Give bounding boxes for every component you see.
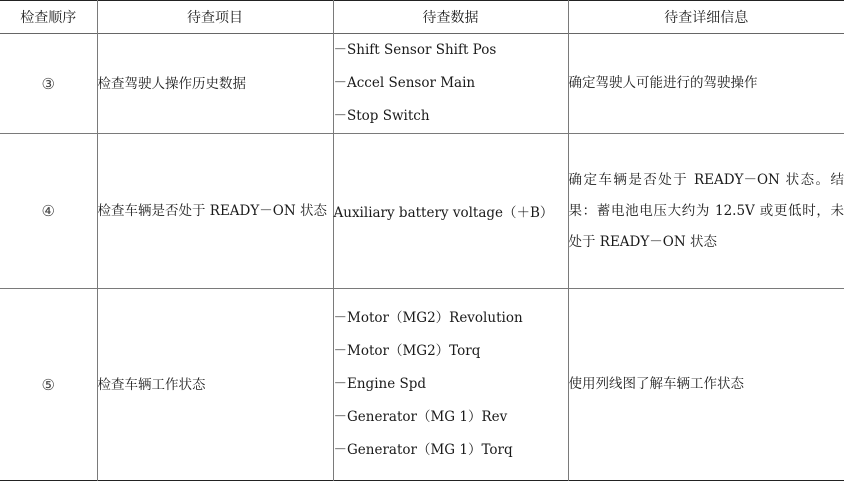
header-order: 检查顺序	[0, 1, 97, 34]
data-list-item: －Motor（MG2）Revolution	[333, 310, 523, 326]
table-row	[0, 289, 844, 481]
table-row	[0, 34, 844, 134]
table-body	[0, 34, 844, 481]
data-list	[334, 34, 568, 133]
data-list-item: －Accel Sensor Main	[333, 75, 476, 91]
item-cell: 检查驾驶人操作历史数据	[97, 34, 333, 134]
order-cell: ③	[0, 34, 97, 134]
detail-cell: 使用列线图了解车辆工作状态	[568, 376, 744, 392]
data-cell	[333, 34, 568, 134]
header-data: 待查数据	[333, 1, 568, 34]
data-cell	[333, 134, 568, 289]
data-list-item: Auxiliary battery voltage（＋B）	[333, 205, 554, 221]
item-cell: 检查车辆是否处于 READY－ON 状态	[97, 134, 333, 289]
data-list-item: －Motor（MG2）Torq	[333, 343, 481, 359]
data-cell	[333, 289, 568, 481]
order-cell: ④	[0, 134, 97, 289]
data-list	[334, 302, 568, 467]
data-list-item: －Stop Switch	[333, 108, 430, 124]
data-list-item: －Engine Spd	[333, 376, 427, 392]
header-detail: 待查详细信息	[664, 10, 749, 26]
header-row	[0, 1, 844, 34]
item-cell: 检查车辆工作状态	[97, 289, 333, 481]
data-list-item: －Shift Sensor Shift Pos	[333, 42, 497, 58]
data-list-item: －Generator（MG 1）Torq	[333, 442, 513, 458]
detail-cell: 确定车辆是否处于 READY－ON 状态。结果：蓄电池电压大约为 12.5V 或更低时，未处于 READY－ON 状态	[568, 171, 844, 250]
order-cell: ⑤	[0, 289, 97, 481]
header-item: 待查项目	[97, 1, 333, 34]
data-list-item: －Generator（MG 1）Rev	[333, 409, 508, 425]
table-row	[0, 134, 844, 289]
detail-cell: 确定驾驶人可能进行的驾驶操作	[568, 75, 758, 91]
table-header	[0, 1, 844, 34]
